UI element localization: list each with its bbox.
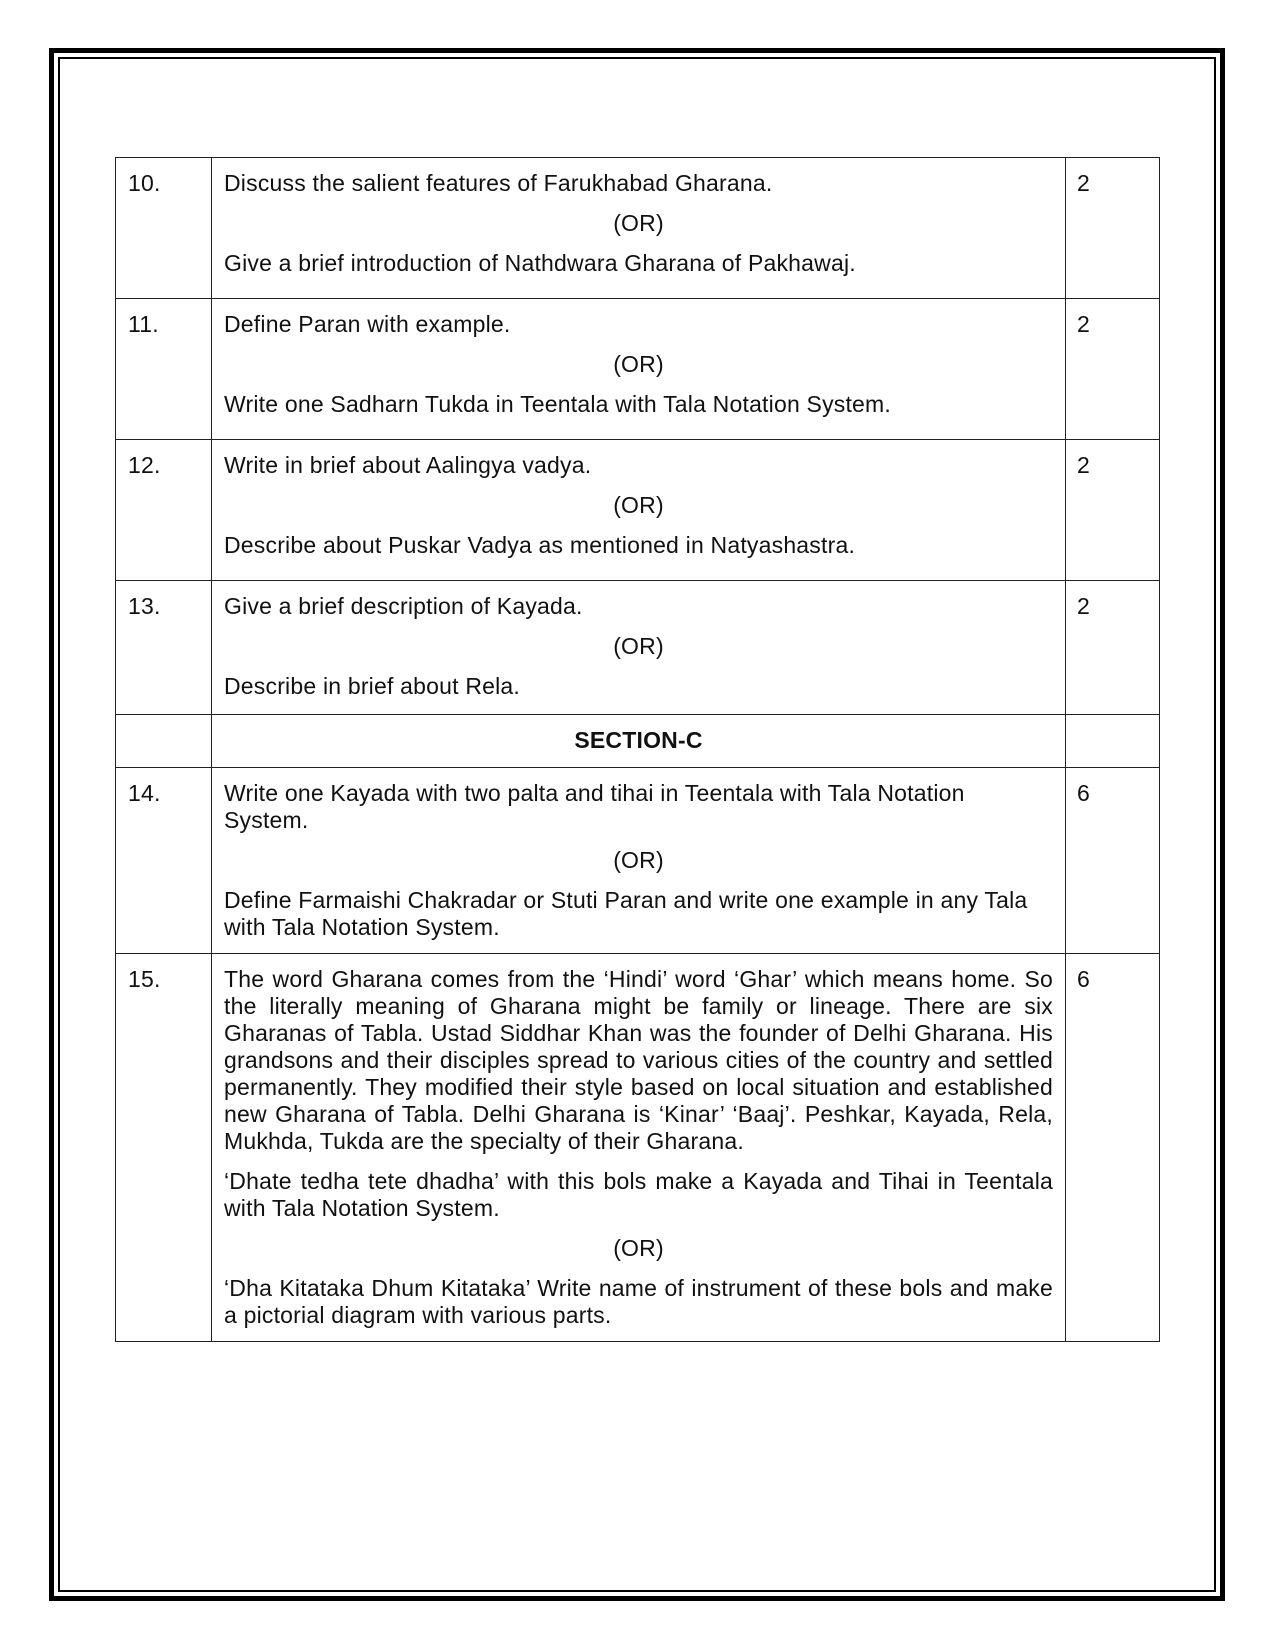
or-separator: (OR) xyxy=(613,351,664,377)
question-option-a: Write one Kayada with two palta and tihai in Teentala with Tala Notation System. xyxy=(224,780,965,833)
question-option-a: ‘Dhate tedha tete dhadha’ with this bols make a Kayada and Tihai in Teentala with Tala Notation System. xyxy=(224,1168,1053,1221)
question-marks: 6 xyxy=(1066,954,1160,1342)
question-row-15 xyxy=(116,954,1160,1342)
question-option-a: Discuss the salient features of Farukhabad Gharana. xyxy=(224,170,773,196)
question-number: 10. xyxy=(116,158,212,299)
section-empty-cell xyxy=(116,715,212,768)
question-row-12 xyxy=(116,440,1160,581)
question-row-13 xyxy=(116,581,1160,715)
question-option-b: Describe about Puskar Vadya as mentioned in Natyashastra. xyxy=(224,532,856,558)
question-row-11 xyxy=(116,299,1160,440)
question-number: 14. xyxy=(116,768,212,954)
question-number: 13. xyxy=(116,581,212,715)
question-row-14 xyxy=(116,768,1160,954)
question-table xyxy=(115,157,1160,1342)
question-marks: 2 xyxy=(1066,581,1160,715)
question-option-b: ‘Dha Kitataka Dhum Kitataka’ Write name of instrument of these bols and make a pictorial diagram with various parts. xyxy=(224,1275,1053,1328)
question-passage: The word Gharana comes from the ‘Hindi’ word ‘Ghar’ which means home. So the literally meaning of Gharana might be family or lineage. There are six Gharanas of Tabla. Ustad Siddhar Khan was the founder of Delhi Gharana. His grandsons and their disciples spread to various cities of the country and settled permanently. They modified their style based on local situation and established new Gharana of Tabla. Delhi Gharana is ‘Kinar’ ‘Baaj’. Peshkar, Kayada, Rela, Mukhda, Tukda are the specialty of their Gharana. xyxy=(224,966,1053,1154)
or-separator: (OR) xyxy=(613,847,664,873)
or-separator: (OR) xyxy=(613,210,664,236)
question-marks: 2 xyxy=(1066,299,1160,440)
question-number: 15. xyxy=(116,954,212,1342)
question-marks: 2 xyxy=(1066,440,1160,581)
question-marks: 2 xyxy=(1066,158,1160,299)
question-option-b: Describe in brief about Rela. xyxy=(224,673,521,699)
question-marks: 6 xyxy=(1066,768,1160,954)
question-option-a: Define Paran with example. xyxy=(224,311,511,337)
or-separator: (OR) xyxy=(613,492,664,518)
question-option-a: Give a brief description of Kayada. xyxy=(224,593,583,619)
or-separator: (OR) xyxy=(613,633,664,659)
question-text-cell xyxy=(212,581,1066,715)
question-text-cell xyxy=(212,158,1066,299)
question-text-cell xyxy=(212,440,1066,581)
question-text-cell xyxy=(212,768,1066,954)
question-number: 12. xyxy=(116,440,212,581)
or-separator: (OR) xyxy=(613,1235,664,1261)
question-option-b: Define Farmaishi Chakradar or Stuti Paran and write one example in any Tala with Tala Notation System. xyxy=(224,887,1028,940)
question-row-10 xyxy=(116,158,1160,299)
question-option-b: Write one Sadharn Tukda in Teentala with Tala Notation System. xyxy=(224,391,892,417)
question-option-b: Give a brief introduction of Nathdwara Gharana of Pakhawaj. xyxy=(224,250,856,276)
question-text-cell xyxy=(212,954,1066,1342)
question-text-cell xyxy=(212,299,1066,440)
question-number: 11. xyxy=(116,299,212,440)
section-row xyxy=(116,715,1160,768)
section-empty-cell xyxy=(1066,715,1160,768)
section-heading: SECTION-C xyxy=(212,715,1066,768)
question-option-a: Write in brief about Aalingya vadya. xyxy=(224,452,592,478)
